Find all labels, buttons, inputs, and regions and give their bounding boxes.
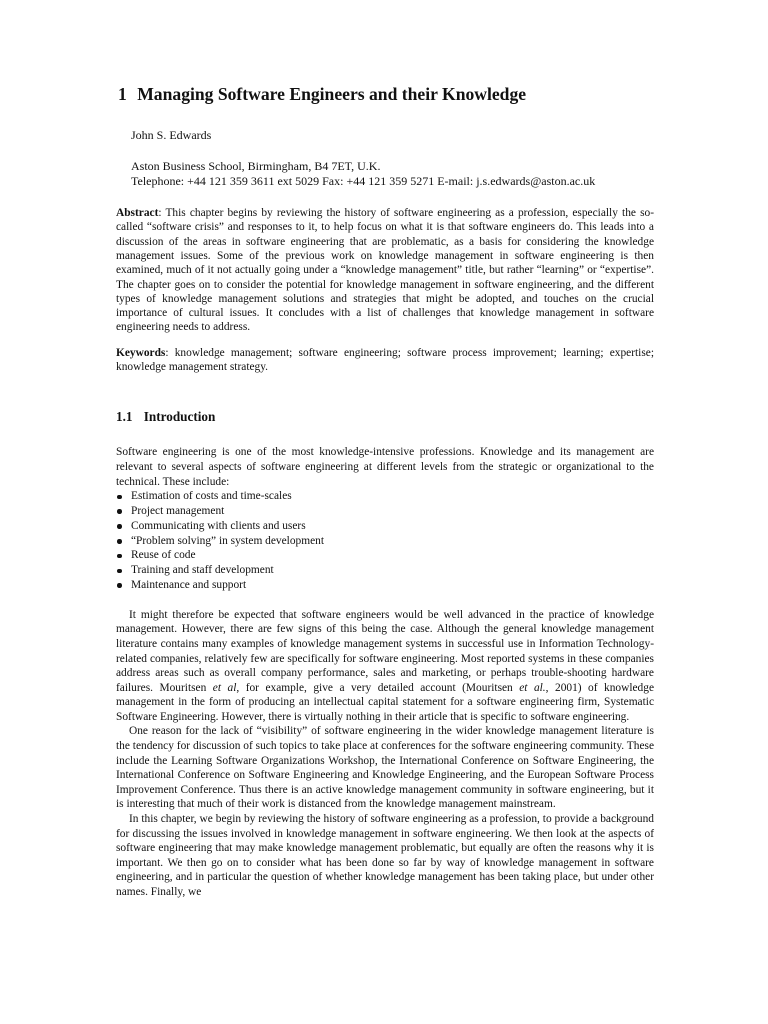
chapter-number: 1 [118, 84, 127, 104]
keywords [116, 346, 654, 375]
paragraph-1: It might therefore be expected that software engineers would be well advanced in the practice of knowledge management. However, there are few signs of this being the case. Although the general knowledge management literature contains many examples of knowledge management systems in successful use in Information Technology-related companies, relatively few are specifically for software engineering. Most reported systems in these companies address areas such as overall company performance, sales and marketing, or perhaps trouble-shooting hardware failures. Mouritsen et al, for example, give a very detailed account (Mouritsen et al., 2001) of knowledge management in the form of producing an intellectual capital statement for a software engineering firm, Systematic Software Engineering. However, there is virtually nothing in their article that is specific to software engineering. [116, 608, 655, 723]
abstract-label: Abstract [116, 207, 159, 220]
bullet-icon [117, 524, 122, 529]
intro-paragraph: Software engineering is one of the most knowledge-intensive professions. Knowledge and its management are relevant to several aspects of software engineering at different levels from the strategic or organizational to the technical. These include: [116, 446, 654, 488]
chapter-title [118, 84, 654, 105]
list-item: Estimation of costs and time-scales [116, 489, 654, 504]
keywords-text: : knowledge management; software engineering; software process improvement; learning; expertise; knowledge management strategy. [116, 346, 654, 374]
author-name: John S. Edwards [131, 128, 212, 143]
list-item: Reuse of code [116, 548, 654, 563]
author-affiliation: Aston Business School, Birmingham, B4 7ET, U.K. [131, 159, 381, 174]
paragraph-2: One reason for the lack of “visibility” of software engineering in the wider knowledge management literature is the tendency for discussion of such topics to take place at conferences for the software engineering community. These include the Learning Software Organizations Workshop, the International Conference on Software Engineering, the International Conference on Software Engineering and Knowledge Engineering, and the European Software Process Improvement Conference. Thus there is an active knowledge management community in software engineering, but it is interesting that much of their work is distanced from the knowledge management mainstream. [116, 725, 654, 811]
bullet-icon [117, 539, 122, 544]
section-heading [116, 409, 654, 425]
list-item: Communicating with clients and users [116, 519, 654, 534]
bullet-icon [117, 495, 122, 500]
abstract [116, 206, 654, 335]
bullet-icon [117, 569, 122, 574]
bullet-icon [117, 583, 122, 588]
bullet-icon [117, 554, 122, 559]
list-item: Project management [116, 504, 654, 519]
author-contact: Telephone: +44 121 359 3611 ext 5029 Fax: +44 121 359 5271 E-mail: j.s.edwards@aston.ac.uk [131, 174, 596, 189]
keywords-label: Keywords [116, 346, 166, 359]
bullet-list [116, 489, 654, 593]
list-item: “Problem solving” in system development [116, 534, 654, 549]
list-item: Training and staff development [116, 563, 654, 578]
chapter-title-text: Managing Software Engineers and their Knowledge [137, 84, 527, 104]
list-item: Maintenance and support [116, 578, 654, 593]
section-title: Introduction [143, 409, 216, 425]
paragraph-3: In this chapter, we begin by reviewing the history of software engineering as a profession, to provide a background for discussing the issues involved in knowledge management in software engineering. We then look at the aspects of software engineering that may make knowledge management problematic, but equally are often the reasons why it is important. We then go on to consider what has been done so far by way of knowledge management in software engineering, and in particular the question of whether knowledge management has been taking place, but under other names. Finally, we [116, 813, 654, 899]
bullet-icon [117, 509, 122, 514]
page-content [116, 84, 654, 900]
section-number: 1.1 [116, 409, 133, 425]
abstract-text: : This chapter begins by reviewing the history of software engineering as a profession, especially the so-called “software crisis” and responses to it, to help focus on what it is that software engineers do. This leads into a discussion of the areas in software engineering that are problematic, as a basis for considering the knowledge management issues. Some of the previous work on knowledge management in software engineering is then examined, much of it not actually going under a “knowledge management” title, but rather “learning” or “expertise”. The chapter goes on to consider the potential for knowledge management in software engineering, and the different types of knowledge management solutions and strategies that might be adopted, and touches on the crucial importance of cultural issues. It concludes with a list of challenges that knowledge management in software engineering needs to address. [116, 207, 654, 334]
author-block [131, 128, 654, 189]
